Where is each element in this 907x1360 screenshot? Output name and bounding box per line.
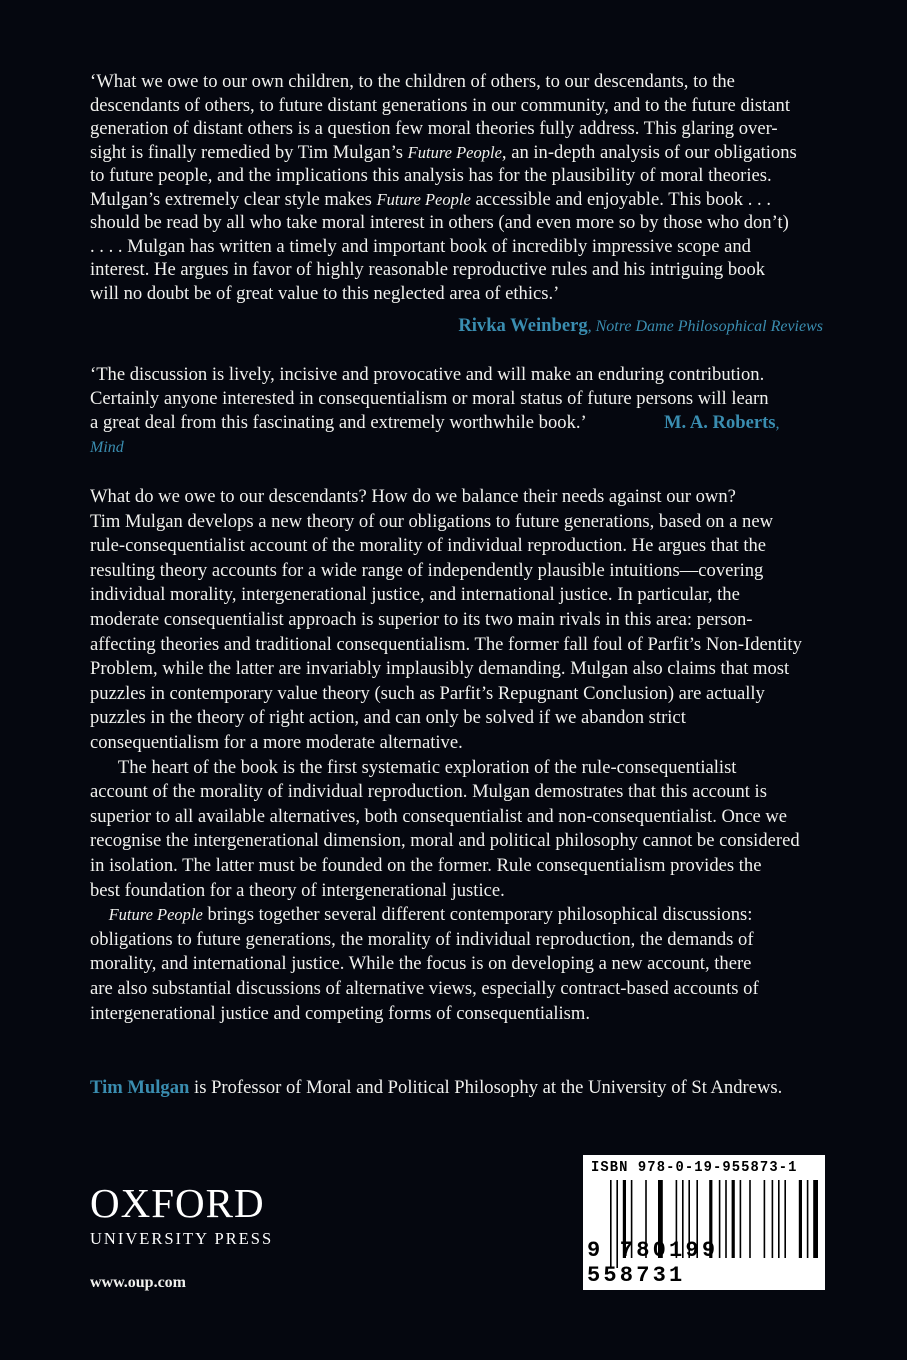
text-line: puzzles in contemporary value theory (such as Parfit’s Repugnant Conclusion) are actually (90, 682, 765, 704)
text-line: What do we owe to our descendants? How do we balance their needs against our own? (90, 486, 736, 507)
text-line: Tim Mulgan develops a new theory of our obligations to future generations, based on a new (90, 510, 774, 532)
text-line: The heart of the book is the first systematic exploration of the rule-consequentialist (90, 756, 737, 778)
text-line: affecting theories and traditional consequentialism. The former fall foul of Parfit’s Non-Identity (90, 633, 802, 655)
isbn-barcode (583, 1155, 825, 1290)
text-line: . . . . Mulgan has written a timely and important book of incredibly impressive scope and (90, 235, 751, 257)
publisher-url: www.oup.com (90, 1274, 187, 1291)
review-attribution-roberts (664, 411, 780, 436)
comma: , (775, 415, 780, 432)
logo-oxford: OXFORD (90, 1180, 265, 1226)
text-line: a great deal from this fascinating and extremely worthwhile book.’ (90, 412, 587, 433)
author-name: Tim Mulgan (90, 1077, 190, 1098)
text-line: interest. He argues in favor of highly reasonable reproductive rules and his intriguing book (90, 259, 766, 280)
review-source: Mind (90, 439, 124, 456)
review-attribution-weinberg (458, 314, 823, 339)
text-line: resulting theory accounts for a wide range of independently plausible intuitions—covering (90, 559, 764, 581)
text-line: to future people, and the implications this analysis has for the plausibility of moral theories. (90, 165, 772, 186)
text-line: consequentialism for a more moderate alternative. (90, 732, 463, 753)
book-title-italic: Future People (407, 142, 502, 162)
text-segment: accessible and enjoyable. This book . . . (470, 188, 771, 210)
text-line: will no doubt be of great value to this neglected area of ethics.’ (90, 282, 560, 304)
text-line: Problem, while the latter are invariably implausibly demanding. Mulgan also claims that most (90, 658, 790, 680)
text-line (90, 188, 771, 212)
text-segment: , an in-depth analysis of our obligations (501, 141, 797, 163)
text-line: superior to all available alternatives, both consequentialist and non-consequentialist. Once we (90, 805, 788, 827)
text-line: generation of distant others is a question few moral theories fully address. This glaring over- (90, 118, 778, 139)
author-bio (90, 1076, 782, 1100)
barcode-digits: 9 780199 558731 (587, 1238, 719, 1288)
text-line: ‘What we owe to our own children, to the children of others, to our descendants, to the (90, 71, 735, 92)
text-line: account of the morality of individual reproduction. Mulgan demostrates that this account is (90, 781, 767, 803)
text-segment (90, 904, 109, 925)
book-title-italic: Future People (108, 905, 203, 925)
text-segment: brings together several different contemporary philosophical discussions: (202, 904, 753, 926)
text-line: ‘The discussion is lively, incisive and provocative and will make an enduring contribution. (90, 364, 765, 385)
author-bio-text: is Professor of Moral and Political Philosophy at the University of St Andrews. (189, 1077, 783, 1098)
text-line: rule-consequentialist account of the morality of individual reproduction. He argues that the (90, 535, 767, 557)
text-line: in isolation. The latter must be founded on the former. Rule consequentialism provides the (90, 855, 762, 876)
text-line: are also substantial discussions of alternative views, especially contract-based accounts of (90, 978, 759, 999)
text-line: Certainly anyone interested in consequentialism or moral status of future persons will learn (90, 388, 769, 409)
text-line (90, 141, 797, 165)
text-segment: Mulgan’s extremely clear style makes (90, 188, 377, 210)
oxford-university-press-logo (90, 1180, 274, 1249)
text-line: moderate consequentialist approach is superior to its two main rivals in this area: person- (90, 609, 753, 630)
text-line: best foundation for a theory of intergenerational justice. (90, 879, 505, 901)
text-line: recognise the intergenerational dimension, moral and political philosophy cannot be considered (90, 830, 800, 852)
text-line (90, 903, 752, 927)
book-title-italic: Future People (376, 189, 471, 209)
text-line: morality, and international justice. While the focus is on developing a new account, there (90, 953, 752, 975)
review-source: , Notre Dame Philosophical Reviews (587, 318, 823, 335)
logo-university-press: UNIVERSITY PRESS (90, 1229, 274, 1248)
reviewer-name: Rivka Weinberg (458, 315, 588, 336)
reviewer-name: M. A. Roberts (664, 412, 776, 433)
text-line: individual morality, intergenerational justice, and international justice. In particular, the (90, 584, 740, 606)
text-line: should be read by all who take moral interest in others (and even more so by those who don’t) (90, 212, 789, 233)
text-line: puzzles in the theory of right action, and can only be solved if we abandon strict (90, 707, 686, 729)
text-segment: sight is finally remedied by Tim Mulgan’s (90, 141, 408, 163)
text-line: intergenerational justice and competing forms of consequentialism. (90, 1002, 590, 1024)
isbn-label: ISBN 978-0-19-955873-1 (591, 1159, 798, 1176)
text-line: obligations to future generations, the morality of individual reproduction, the demands of (90, 928, 754, 950)
text-line: descendants of others, to future distant generations in our community, and to the future distant (90, 94, 791, 116)
